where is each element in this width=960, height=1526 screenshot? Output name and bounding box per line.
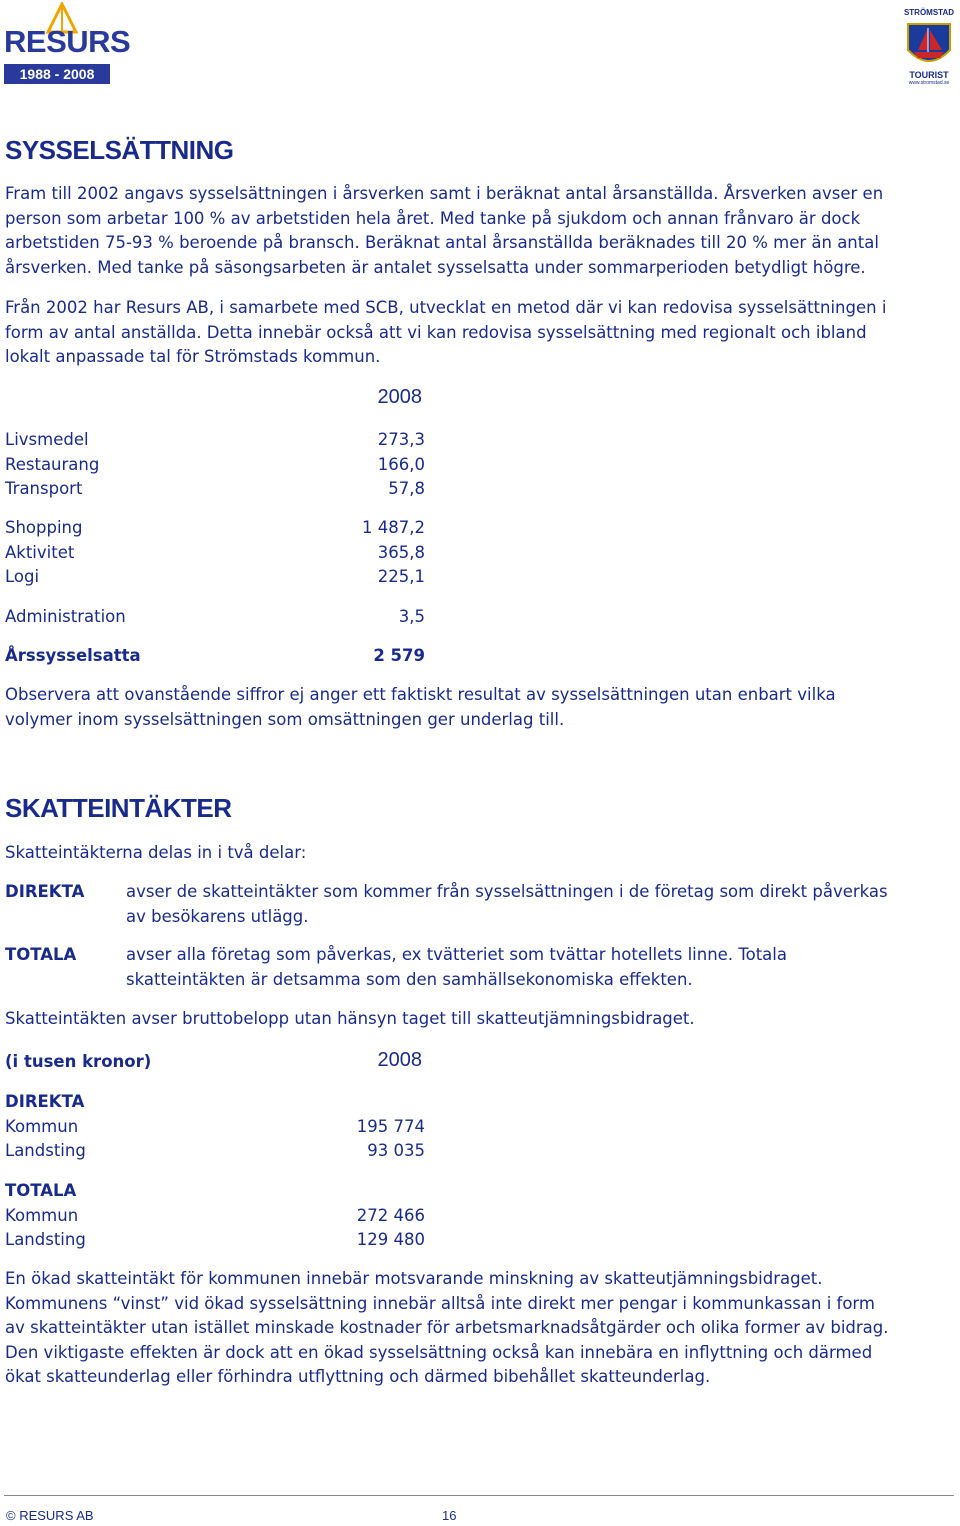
row-value: 93 035 — [367, 1141, 425, 1160]
paragraph-line: avser de skatteintäkter som kommer från sysselsättningen i de företag som direkt påverkas — [126, 882, 888, 901]
unit-label: (i tusen kronor) — [5, 1052, 152, 1071]
stromstad-logo-url: www.stromstad.se — [908, 80, 950, 86]
table-row — [5, 453, 425, 477]
section-title-sysselsattning: SYSSELSÄTTNING — [5, 135, 234, 165]
row-value: 57,8 — [388, 479, 425, 498]
employment-year-header: 2008 — [377, 386, 422, 408]
row-value: 195 774 — [356, 1117, 425, 1136]
row-value: 225,1 — [377, 567, 425, 586]
footer-company: © RESURS AB — [6, 1508, 94, 1523]
stromstad-logo-bottom: TOURIST — [909, 70, 949, 80]
resurs-logo-years — [4, 64, 110, 84]
row-value: 273,3 — [377, 430, 425, 449]
row-label: Restaurang — [5, 455, 100, 474]
tax-intro: Skatteintäkterna delas in i två delar: — [5, 843, 307, 862]
paragraph-line: volymer inom sysselsättningen som omsättningen ger underlag till. — [5, 709, 565, 729]
paragraph-line: avser alla företag som påverkas, ex tvätteriet som tvättar hotellets linne. Totala — [126, 945, 787, 964]
definition-term: TOTALA — [5, 945, 77, 964]
table-row — [5, 541, 425, 565]
table-row — [5, 565, 425, 589]
resurs-logo-years-text: 1988 - 2008 — [19, 66, 95, 82]
paragraph-line: av skatteintäkter utan istället minskade kostnader för arbetsmarknadsåtgärder och olika former av bidrag. — [5, 1318, 889, 1338]
row-label: Livsmedel — [5, 430, 89, 449]
row-value: 129 480 — [356, 1230, 425, 1249]
table-row — [5, 1115, 425, 1139]
row-label: Kommun — [5, 1206, 79, 1225]
paragraph-line: Observera att ovanstående siffror ej anger ett faktiskt resultat av sysselsättningen utan enbart vilka — [5, 685, 836, 704]
row-label: Logi — [5, 567, 40, 586]
definition-direkta — [5, 880, 945, 930]
row-label: Landsting — [5, 1230, 86, 1249]
paragraph-line: Fram till 2002 angavs sysselsättningen i årsverken samt i beräknat antal årsanställda. Årsverken avser en — [5, 184, 884, 203]
employment-note — [5, 683, 955, 732]
total-value: 2 579 — [373, 646, 425, 665]
paragraph-line: årsverken. Med tanke på säsongsarbeten är antalet sysselsatta under sommarperioden betydligt högre. — [5, 257, 866, 277]
paragraph-line: av besökarens utlägg. — [126, 906, 309, 926]
table-row — [5, 477, 425, 501]
table-row — [5, 1139, 425, 1163]
table-row — [5, 428, 425, 452]
table-row — [5, 1204, 425, 1228]
row-label: Transport — [5, 479, 83, 498]
paragraph-line: Från 2002 har Resurs AB, i samarbete med SCB, utvecklat en metod där vi kan redovisa sysselsättningen i — [5, 298, 887, 317]
definition-description — [126, 880, 941, 929]
row-label: Landsting — [5, 1141, 86, 1160]
paragraph-line: Den viktigaste effekten är dock att en ökad sysselsättning också kan innebära en inflyttning och därmed — [5, 1342, 873, 1362]
table-row — [5, 1228, 425, 1252]
sysselsattning-paragraph-1 — [5, 182, 955, 280]
total-row — [5, 644, 425, 668]
definition-totala — [5, 943, 945, 993]
row-value: 3,5 — [398, 607, 425, 626]
resurs-logo-text: RESURS — [4, 24, 131, 59]
footer-page-number: 16 — [442, 1508, 457, 1523]
resurs-logo — [4, 2, 131, 84]
total-label: Årssysselsatta — [5, 646, 141, 665]
definition-term: DIREKTA — [5, 882, 85, 901]
paragraph-line: skatteintäkten är detsamma som den samhällsekonomiska effekten. — [126, 969, 693, 989]
row-value: 1 487,2 — [362, 518, 425, 537]
paragraph-line: ökat skatteunderlag eller förhindra utflyttning och därmed bibehållet skatteunderlag. — [5, 1367, 711, 1387]
direkta-group-label: DIREKTA — [5, 1092, 85, 1111]
tax-year-header: 2008 — [377, 1049, 422, 1071]
row-label: Administration — [5, 607, 126, 626]
definition-description — [126, 943, 941, 992]
table-row — [5, 516, 425, 540]
paragraph-line: En ökad skatteintäkt för kommunen innebär motsvarande minskning av skatteutjämningsbidraget. — [5, 1269, 823, 1288]
tax-closing-paragraph — [5, 1267, 955, 1390]
gross-note: Skatteintäkten avser bruttobelopp utan hänsyn taget till skatteutjämningsbidraget. — [5, 1009, 695, 1028]
paragraph-line: arbetstiden 75-93 % beroende på bransch. Beräknat antal årsanställda beräknades till 20 % mer än antal — [5, 233, 879, 253]
row-value: 365,8 — [377, 543, 425, 562]
section-title-skatteintakter: SKATTEINTÄKTER — [5, 793, 232, 823]
totala-group-label: TOTALA — [5, 1181, 77, 1200]
footer-divider — [4, 1495, 954, 1496]
paragraph-line: lokalt anpassade tal för Strömstads kommun. — [5, 347, 381, 367]
table-row — [5, 605, 425, 629]
row-label: Shopping — [5, 518, 83, 537]
paragraph-line: person som arbetar 100 % av arbetstiden hela året. Med tanke på sjukdom och annan frånvaro är dock — [5, 208, 861, 228]
row-value: 272 466 — [356, 1206, 425, 1225]
row-label: Kommun — [5, 1117, 79, 1136]
stromstad-tourist-logo — [902, 8, 956, 86]
row-label: Aktivitet — [5, 543, 75, 562]
sailboat-icon — [904, 20, 954, 70]
stromstad-logo-top: STRÖMSTAD — [903, 8, 955, 17]
paragraph-line: Kommunens “vinst” vid ökad sysselsättning innebär alltså inte direkt mer pengar i kommunkassan i form — [5, 1293, 875, 1313]
row-value: 166,0 — [377, 455, 425, 474]
paragraph-line: form av antal anställda. Detta innebär också att vi kan redovisa sysselsättning med regionalt och ibland — [5, 322, 867, 342]
sysselsattning-paragraph-2 — [5, 296, 955, 370]
